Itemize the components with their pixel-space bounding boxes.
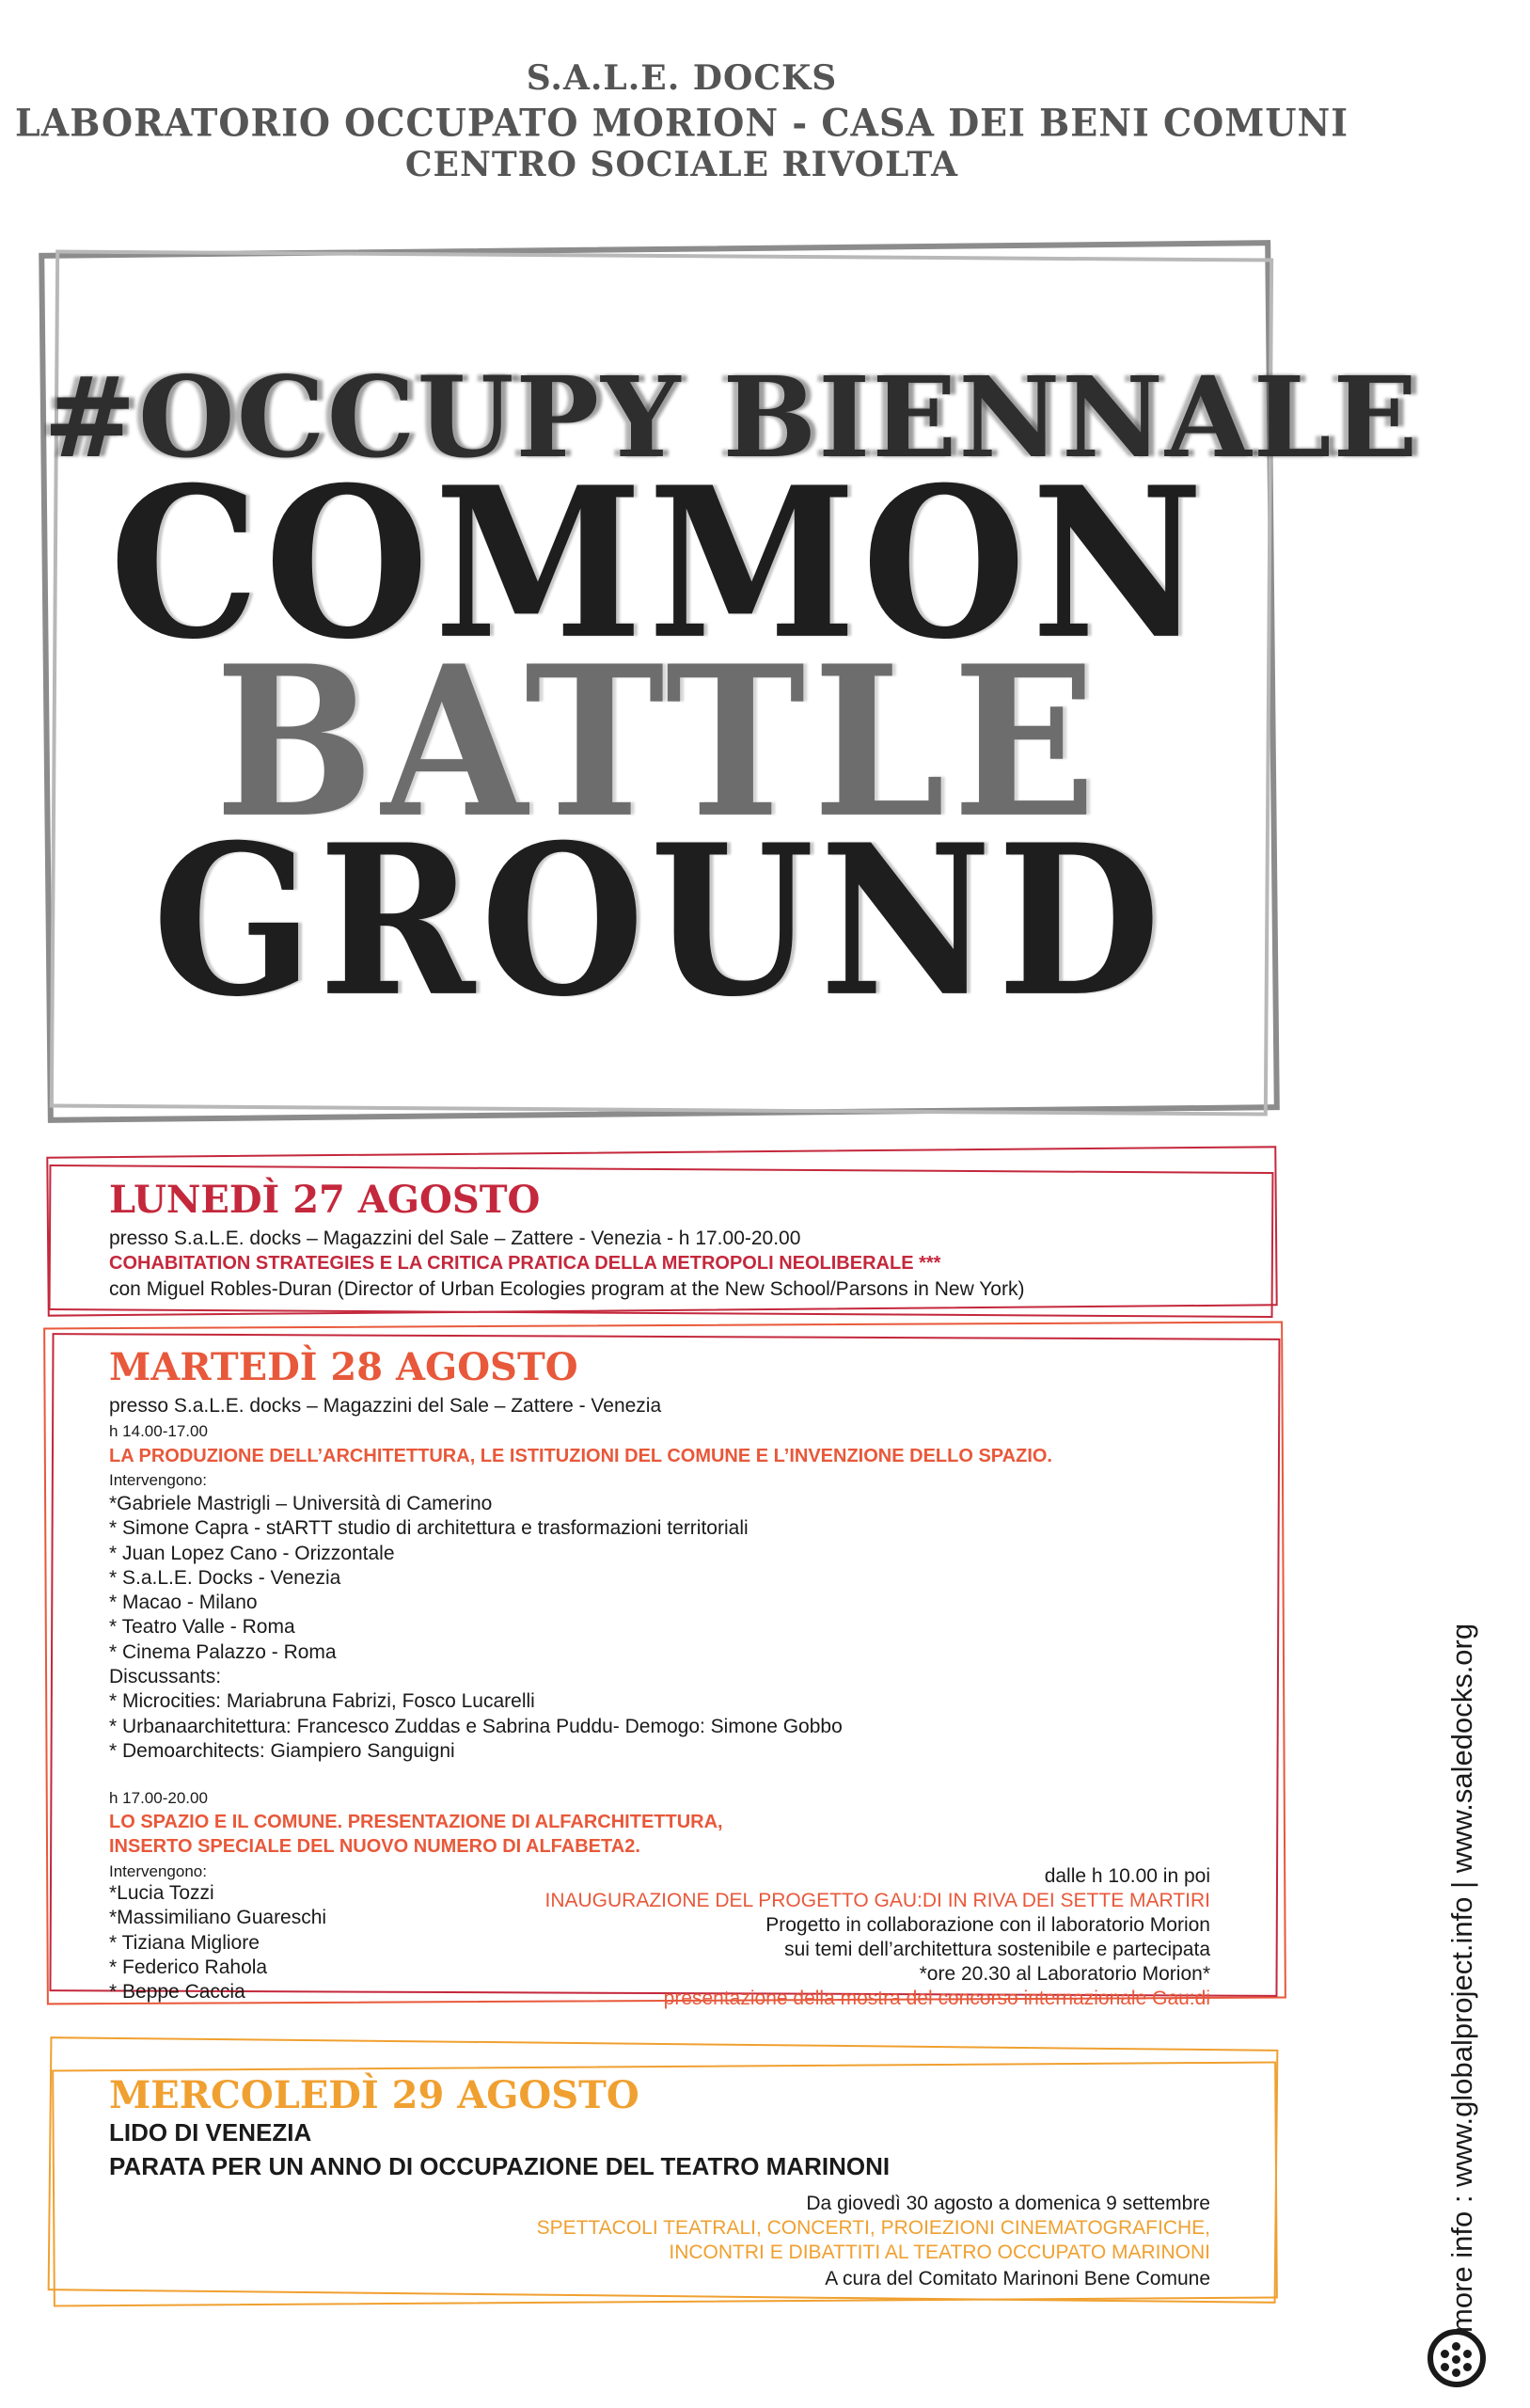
day2-side-line-2: sui temi dell’architettura sostenibile e partecipata: [784, 1939, 1210, 1960]
list-item: * Microcities: Mariabruna Fabrizi, Fosco Lucarelli: [109, 1690, 535, 1713]
header-line-3: CENTRO SOCIALE RIVOLTA: [404, 145, 959, 184]
list-item: * Urbanaarchitettura: Francesco Zuddas e Sabrina Puddu- Demogo: Simone Gobbo: [109, 1715, 843, 1737]
day2-topic-1: LA PRODUZIONE DELL’ARCHITETTURA, LE ISTITUZIONI DEL COMUNE E L’INVENZIONE DELLO SPAZIO.: [109, 1446, 1052, 1466]
day2-speakers-2: [109, 1881, 326, 2004]
list-item: *Massimiliano Guareschi: [109, 1907, 327, 1929]
day2-side-line-4: presentazione della mostra del concorso internazionale Gau:di: [663, 1988, 1210, 2009]
list-item: * Macao - Milano: [109, 1592, 258, 1614]
title-common: COMMON: [109, 442, 1209, 686]
day3-desc-2: INCONTRI E DIBATTITI AL TEATRO OCCUPATO MARINONI: [669, 2242, 1210, 2263]
title-occupy-biennale: #OCCUPY BIENNALE: [43, 352, 1420, 483]
day2-topic-2a: LO SPAZIO E IL COMUNE. PRESENTAZIONE DI ALFARCHITETTURA,: [109, 1812, 723, 1832]
list-item: * Juan Lopez Cano - Orizzontale: [109, 1542, 395, 1564]
day2-time-2: h 17.00-20.00: [109, 1789, 208, 1807]
day1-guest: con Miguel Robles-Duran (Director of Urban Ecologies program at the New School/Parsons in New York): [109, 1278, 1025, 1300]
day2-side-line-3: *ore 20.30 al Laboratorio Morion*: [919, 1963, 1210, 1985]
day2-side-time: dalle h 10.00 in poi: [1044, 1865, 1210, 1887]
film-reel-logo-icon: [1427, 2329, 1486, 2387]
day2-side-title: INAUGURAZIONE DEL PROGETTO GAU:DI IN RIVA DEI SETTE MARTIRI: [544, 1890, 1210, 1911]
list-item: * Teatro Valle - Roma: [109, 1616, 295, 1639]
day3-curator: A cura del Comitato Marinoni Bene Comune: [825, 2268, 1210, 2289]
day2-venue: presso S.a.L.E. docks – Magazzini del Sale – Zattere - Venezia: [109, 1395, 662, 1417]
list-item: Discussants:: [109, 1666, 222, 1688]
header-line-2: LABORATORIO OCCUPATO MORION - CASA DEI BENI COMUNI: [15, 100, 1349, 146]
day2-intervengono-label-2: Intervengono:: [109, 1862, 207, 1880]
day3-heading: MERCOLEDÌ 29 AGOSTO: [109, 2073, 639, 2117]
day2-time-1: h 14.00-17.00: [109, 1422, 208, 1440]
day3-place: LIDO DI VENEZIA: [109, 2118, 312, 2147]
title-ground: GROUND: [152, 800, 1166, 1043]
day2-topic-2b: INSERTO SPECIALE DEL NUOVO NUMERO DI ALFABETA2.: [109, 1836, 640, 1857]
list-item: * Federico Rahola: [109, 1956, 268, 1978]
day1-topic: COHABITATION STRATEGIES E LA CRITICA PRATICA DELLA METROPOLI NEOLIBERALE ***: [109, 1253, 941, 1274]
list-item: * Cinema Palazzo - Roma: [109, 1640, 337, 1663]
day2-intervengono-label: Intervengono:: [109, 1471, 207, 1489]
list-item: * Beppe Caccia: [109, 1981, 245, 2004]
day2-side-line-1: Progetto in collaborazione con il laboratorio Morion: [765, 1914, 1210, 1936]
list-item: *Lucia Tozzi: [109, 1882, 214, 1904]
list-item: * Demoarchitects: Giampiero Sanguigni: [109, 1739, 455, 1762]
day1-venue: presso S.a.L.E. docks – Magazzini del Sale – Zattere - Venezia - h 17.00-20.00: [109, 1228, 801, 1249]
header-line-1: S.A.L.E. DOCKS: [526, 58, 838, 98]
day2-heading: MARTEDÌ 28 AGOSTO: [109, 1345, 578, 1389]
day2-speakers-1: [109, 1492, 843, 1764]
list-item: * S.a.L.E. Docks - Venezia: [109, 1566, 341, 1589]
list-item: * Simone Capra - stARTT studio di architettura e trasformazioni territoriali: [109, 1517, 749, 1540]
side-more-info: more info : www.globalproject.info | www.saledocks.org: [1445, 1623, 1478, 2333]
day1-heading: LUNEDÌ 27 AGOSTO: [109, 1178, 541, 1222]
day3-desc-1: SPETTACOLI TEATRALI, CONCERTI, PROIEZIONI CINEMATOGRAFICHE,: [536, 2217, 1210, 2239]
day3-event: PARATA PER UN ANNO DI OCCUPAZIONE DEL TEATRO MARINONI: [109, 2152, 891, 2180]
title-battle: BATTLE: [214, 621, 1104, 864]
list-item: *Gabriele Mastrigli – Università di Camerino: [109, 1493, 493, 1514]
day3-dates: Da giovedì 30 agosto a domenica 9 settembre: [806, 2193, 1210, 2214]
list-item: * Tiziana Migliore: [109, 1931, 260, 1954]
